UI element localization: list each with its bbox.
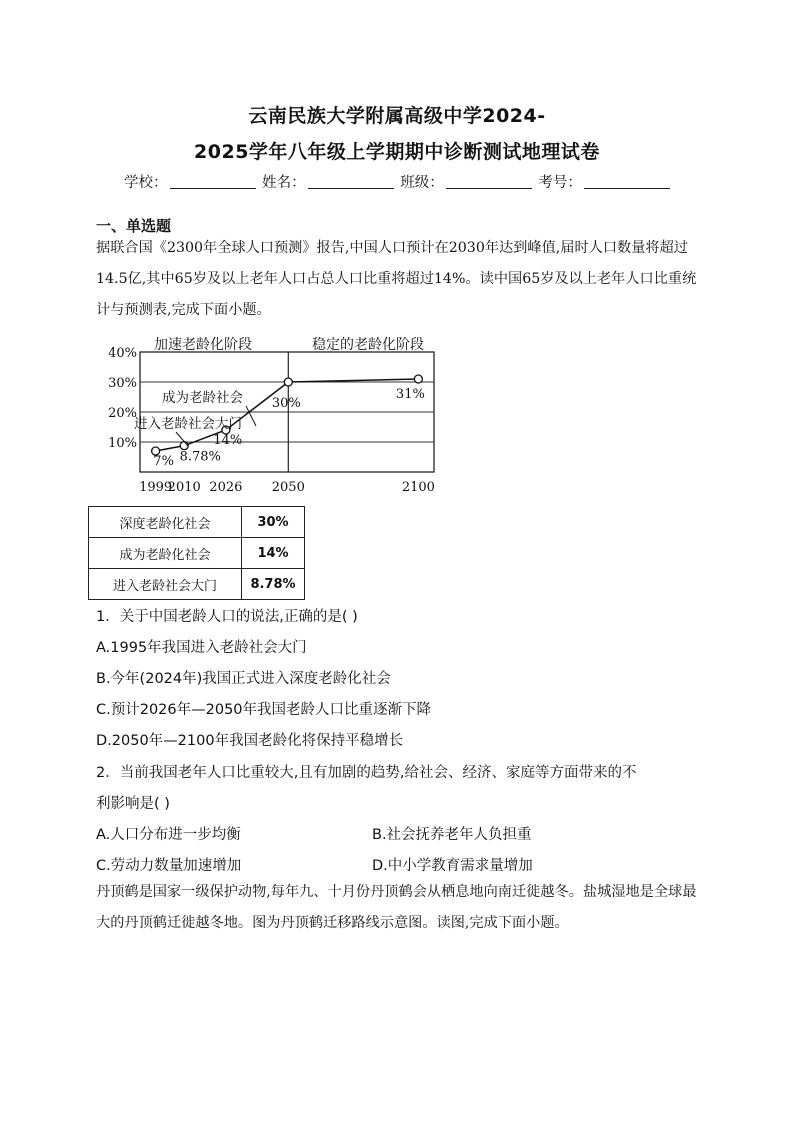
x-tick-label: 2100: [401, 480, 435, 495]
table-row: [89, 569, 305, 600]
y-tick-label: 40%: [108, 346, 137, 361]
data-label: 7%: [153, 454, 174, 469]
y-tick-label: 10%: [108, 436, 137, 451]
name-blank[interactable]: [308, 174, 394, 189]
aging-population-chart: [96, 330, 456, 500]
question-2-option-c[interactable]: C.劳动力数量加速增加: [96, 858, 242, 874]
stage-labels: [154, 336, 424, 353]
data-point: [414, 375, 422, 383]
question-2-stem-line1: 2．当前我国老年人口比重较大,且有加剧的趋势,给社会、经济、家庭等方面带来的不: [96, 765, 637, 781]
school-label: 学校：: [124, 175, 168, 191]
exam-number-blank[interactable]: [584, 174, 670, 189]
annotation-arrow: [246, 406, 256, 426]
name-label: 姓名：: [262, 175, 306, 191]
table-row: [89, 507, 305, 538]
question-1-option-d[interactable]: D.2050年—2100年我国老龄化将保持平稳增长: [96, 733, 404, 749]
aging-stage-table: [88, 506, 305, 600]
y-tick-labels: [108, 346, 137, 451]
class-label: 班级：: [400, 175, 444, 191]
section-heading: 一、单选题: [96, 217, 172, 235]
x-tick-labels: [139, 480, 435, 495]
question-2-option-d[interactable]: D.中小学教育需求量增加: [372, 858, 533, 874]
table-row: [89, 538, 305, 569]
exam-title-line1: 云南民族大学附属高级中学2024-: [248, 105, 546, 127]
question-2-option-b[interactable]: B.社会抚养老年人负担重: [372, 827, 532, 843]
data-label: 30%: [271, 396, 301, 411]
passage-crane: 丹顶鹤是国家一级保护动物,每年九、十月份丹顶鹤会从栖息地向南迁徙越冬。盐城湿地是全球最大的丹顶鹤迁徙越冬地。图为丹顶鹤迁移路线示意图。读图,完成下面小题。: [96, 884, 697, 931]
data-label: 14%: [213, 433, 243, 448]
data-label: 8.78%: [179, 449, 221, 465]
annotation-aging-society: 成为老龄社会: [162, 390, 243, 406]
exam-title-line2: 2025学年八年级上学期期中诊断测试地理试卷: [194, 141, 600, 163]
y-tick-label: 20%: [108, 406, 137, 421]
x-tick-label: 1999: [139, 480, 173, 495]
data-label: 31%: [395, 387, 425, 402]
question-2-option-a[interactable]: A.人口分布进一步均衡: [96, 827, 241, 843]
table-cell-value: 14%: [242, 538, 305, 569]
table-cell-label: 进入老龄社会大门: [89, 569, 242, 600]
exam-number-label: 考号：: [538, 175, 582, 191]
stage-label-stable: 稳定的老龄化阶段: [312, 337, 424, 353]
table-cell-label: 成为老龄化社会: [89, 538, 242, 569]
school-blank[interactable]: [170, 174, 256, 189]
question-1-option-c[interactable]: C.预计2026年—2050年我国老龄人口比重逐渐下降: [96, 702, 432, 718]
passage-population: 据联合国《2300年全球人口预测》报告,中国人口预计在2030年达到峰值,届时人口数量将超过14.5亿,其中65岁及以上老年人口占总人口比重将超过14%。读中国65岁及以上老年人口比重统计与预测表,完成下面小题。: [96, 240, 697, 318]
annotation-entering-aging: 进入老龄社会大门: [134, 416, 242, 432]
x-tick-label: 2050: [271, 480, 305, 495]
table-cell-label: 深度老龄化社会: [89, 507, 242, 538]
stage-label-accelerating: 加速老龄化阶段: [154, 337, 252, 353]
table-cell-value: 30%: [242, 507, 305, 538]
y-tick-label: 30%: [108, 376, 137, 391]
student-info-row: [124, 171, 672, 192]
x-tick-label: 2010: [167, 480, 201, 495]
question-1-option-b[interactable]: B.今年(2024年)我国正式进入深度老龄化社会: [96, 671, 391, 687]
data-point: [180, 442, 188, 450]
question-1-option-a[interactable]: A.1995年我国进入老龄社会大门: [96, 640, 307, 656]
data-point: [284, 378, 292, 386]
question-1-stem: 1．关于中国老龄人口的说法,正确的是( ): [96, 609, 358, 625]
class-blank[interactable]: [446, 174, 532, 189]
question-2-stem-line2: 利影响是( ): [96, 796, 170, 812]
x-tick-label: 2026: [209, 480, 243, 495]
table-cell-value: 8.78%: [242, 569, 305, 600]
